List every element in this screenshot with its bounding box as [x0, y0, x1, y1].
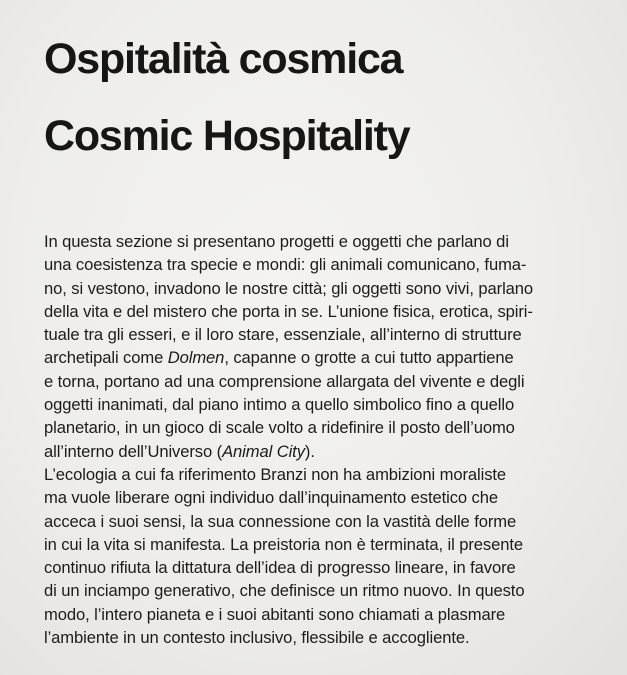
text-line: ma vuole liberare ogni individuo dall’inquinamento estetico che — [44, 488, 498, 508]
text-line: della vita e del mistero che porta in se. L’unione fisica, erotica, spiri- — [44, 301, 533, 321]
text-line: di un inciampo generativo, che definisce un ritmo nuovo. In questo — [44, 581, 525, 601]
text-line: e torna, portano ad una comprensione allargata del vivente e degli — [44, 371, 525, 391]
title-italian: Ospitalità cosmica — [44, 35, 403, 83]
text-line: acceca i suoi sensi, la sua connessione con la vastità delle forme — [44, 511, 517, 531]
text-line: all’interno dell’Universo (Animal City). — [44, 441, 315, 461]
text-line: L’ecologia a cui fa riferimento Branzi non ha ambizioni moraliste — [44, 464, 507, 484]
text-line: oggetti inanimati, dal piano intimo a quello simbolico fino a quello — [44, 395, 515, 415]
body-text — [44, 230, 604, 649]
title-english: Cosmic Hospitality — [44, 112, 410, 160]
text-line: tuale tra gli esseri, e il loro stare, essenziale, all’interno di strutture — [44, 325, 522, 345]
text-line: l’ambiente in un contesto inclusivo, flessibile e accogliente. — [44, 628, 470, 648]
italic-title-animal-city: Animal City — [222, 441, 305, 461]
text-line: modo, l’intero pianeta e i suoi abitanti sono chiamati a plasmare — [44, 604, 506, 624]
text-line: In questa sezione si presentano progetti e oggetti che parlano di — [44, 232, 509, 251]
text-line: in cui la vita si manifesta. La preistoria non è terminata, il presente — [44, 534, 523, 554]
text-line: planetario, in un gioco di scale volto a ridefinire il posto dell’uomo — [44, 418, 515, 438]
text-line: no, si vestono, invadono le nostre città; gli oggetti sono vivi, parlano — [44, 278, 534, 298]
text-line: una coesistenza tra specie e mondi: gli animali comunicano, fuma- — [44, 255, 527, 275]
text-line: archetipali come Dolmen, capanne o grotte a cui tutto appartiene — [44, 348, 514, 368]
text-line: continuo rifiuta la dittatura dell’idea di progresso lineare, in favore — [44, 558, 516, 578]
italic-title-dolmen: Dolmen — [167, 348, 225, 368]
